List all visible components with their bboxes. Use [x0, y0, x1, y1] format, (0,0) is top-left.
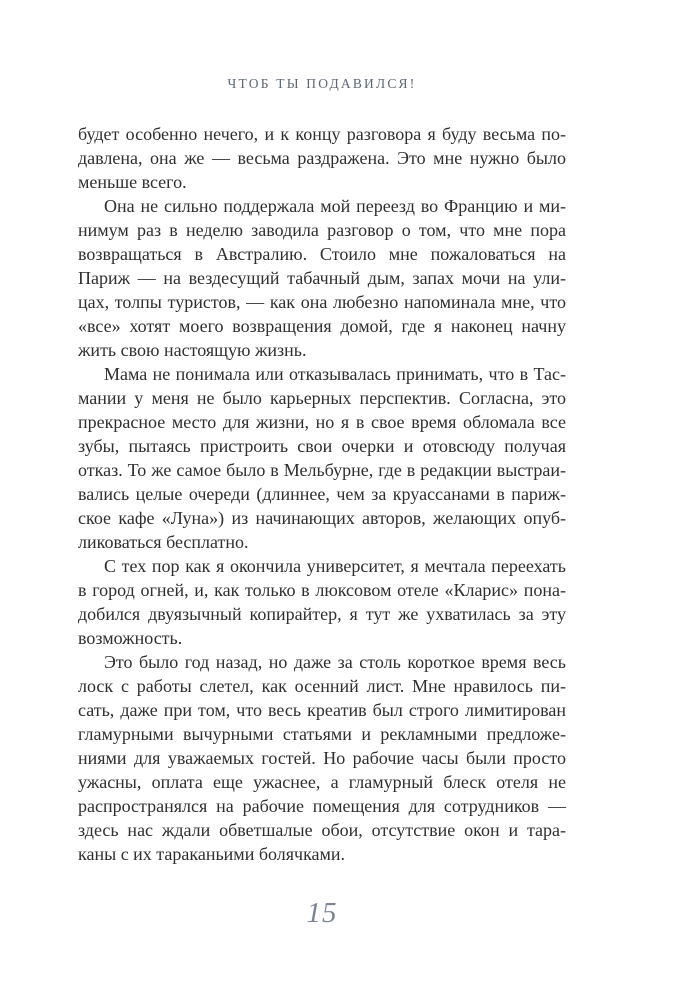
text-line: в город огней, и, как только в люксовом отеле «Кларис» пона-	[78, 580, 566, 600]
text-line: нимум раз в неделю заводила разговор о том, что мне пора	[78, 220, 566, 240]
text-line: ское кафе «Луна») из начинающих авторов, желающих опуб-	[78, 508, 566, 528]
running-header: ЧТОБ ТЫ ПОДАВИЛСЯ!	[227, 76, 417, 91]
text-line: давлена, она же — весьма раздражена. Это мне нужно было	[78, 148, 566, 168]
text-line: вались целые очереди (длиннее, чем за круассанами в париж-	[78, 484, 566, 504]
text-line: лоск с работы слетел, как осенний лист. Мне нравилось пи-	[78, 676, 566, 696]
text-line: отказ. То же самое было в Мельбурне, где в редакции выстраи-	[78, 460, 566, 480]
text-line: мании у меня не было карьерных перспектив. Согласна, это	[78, 388, 566, 408]
text-line: ниями для уважаемых гостей. Но рабочие часы были просто	[78, 748, 566, 768]
text-line: будет особенно нечего, и к концу разговора я буду весьма по-	[78, 124, 566, 144]
text-line: здесь нас ждали обветшалые обои, отсутствие окон и тара-	[78, 820, 566, 840]
text-line: добился двуязычный копирайтер, я тут же ухватилась за эту	[78, 604, 566, 624]
text-line: возвращаться в Австралию. Стоило мне пожаловаться на	[78, 244, 566, 264]
page-body	[78, 122, 566, 866]
text-line: сать, даже при том, что весь креатив был строго лимитирован	[78, 700, 566, 720]
text-line: ужасны, оплата еще ужаснее, а гламурный блеск отеля не	[78, 772, 566, 792]
text-line: Париж — на вездесущий табачный дым, запах мочи на ули-	[78, 268, 566, 288]
text-line: ликоваться бесплатно.	[78, 532, 249, 552]
text-line: прекрасное место для жизни, но я в свое время обломала все	[78, 412, 566, 432]
text-line: меньше всего.	[78, 172, 187, 192]
text-line: возможность.	[78, 628, 183, 648]
text-line: цах, толпы туристов, — как она любезно напоминала мне, что	[78, 292, 566, 312]
text-line: Она не сильно поддержала мой переезд во Францию и ми-	[104, 196, 566, 216]
text-line: Это было год назад, но даже за столь короткое время весь	[104, 652, 566, 672]
text-line: С тех пор как я окончила университет, я мечтала переехать	[104, 556, 566, 576]
page-number: 15	[306, 897, 338, 929]
text-line: гламурными вычурными статьями и рекламными предложе-	[78, 724, 566, 744]
text-line: зубы, пытаясь пристроить свои очерки и отовсюду получая	[78, 436, 566, 456]
text-line: «все» хотят моего возвращения домой, где я наконец начну	[78, 316, 566, 336]
text-line: распространялся на рабочие помещения для сотрудников —	[78, 796, 566, 816]
text-line: Мама не понимала или отказывалась принимать, что в Тас-	[104, 364, 566, 384]
text-line: каны с их тараканьими болячками.	[78, 844, 346, 864]
text-line: жить свою настоящую жизнь.	[78, 340, 307, 360]
